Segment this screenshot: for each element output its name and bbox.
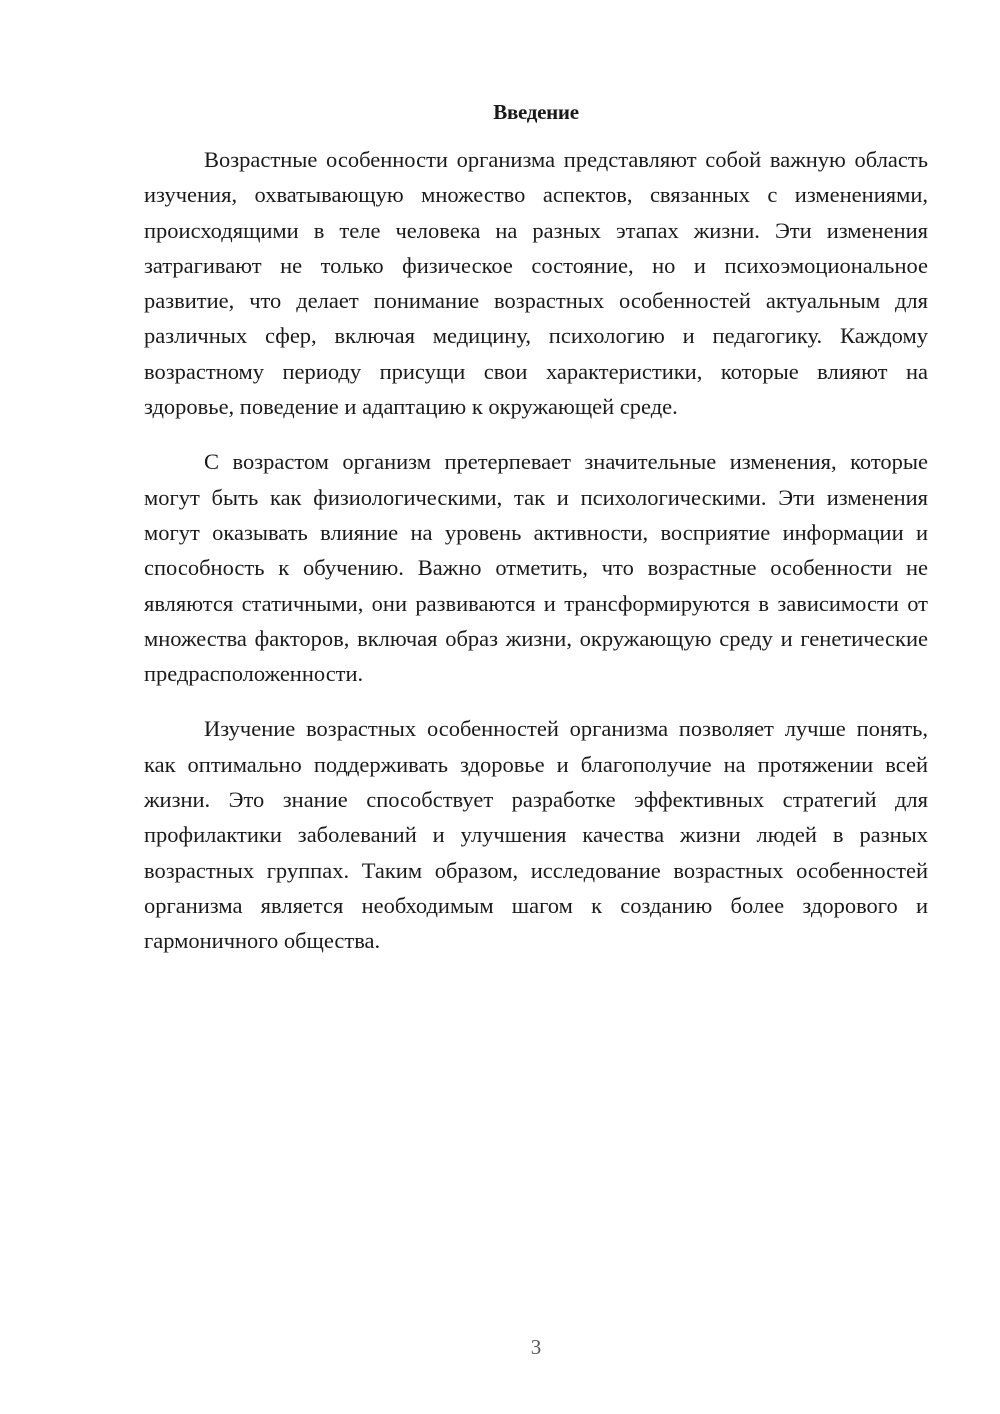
paragraph-3: Изучение возрастных особенностей организма позволяет лучше понять, как оптимально поддерживать здоровье и благополучие на протяжении всей жизни. Это знание способствует разработке эффективных стратегий для профилактики заболеваний и улучшения качества жизни людей в разных возрастных группах. Таким образом, исследование возрастных особенностей организма является необходимым шагом к созданию более здорового и гармоничного общества. (144, 716, 928, 954)
body-text (144, 142, 928, 979)
page-number: 3 (530, 1335, 542, 1359)
paragraph-1: Возрастные особенности организма представляют собой важную область изучения, охватывающую множество аспектов, связанных с изменениями, происходящими в теле человека на разных этапах жизни. Эти изменения затрагивают не только физическое состояние, но и психоэмоциональное развитие, что делает понимание возрастных особенностей актуальным для различных сфер, включая медицину, психологию и педагогику. Каждому возрастному периоду присущи свои характеристики, которые влияют на здоровье, поведение и адаптацию к окружающей среде. (144, 147, 928, 420)
section-title: Введение (493, 100, 579, 124)
paragraph-2: С возрастом организм претерпевает значительные изменения, которые могут быть как физиологическими, так и психологическими. Эти изменения могут оказывать влияние на уровень активности, восприятие информации и способность к обучению. Важно отметить, что возрастные особенности не являются статичными, они развиваются и трансформируются в зависимости от множества факторов, включая образ жизни, окружающую среду и генетические предрасположенности. (144, 449, 928, 687)
